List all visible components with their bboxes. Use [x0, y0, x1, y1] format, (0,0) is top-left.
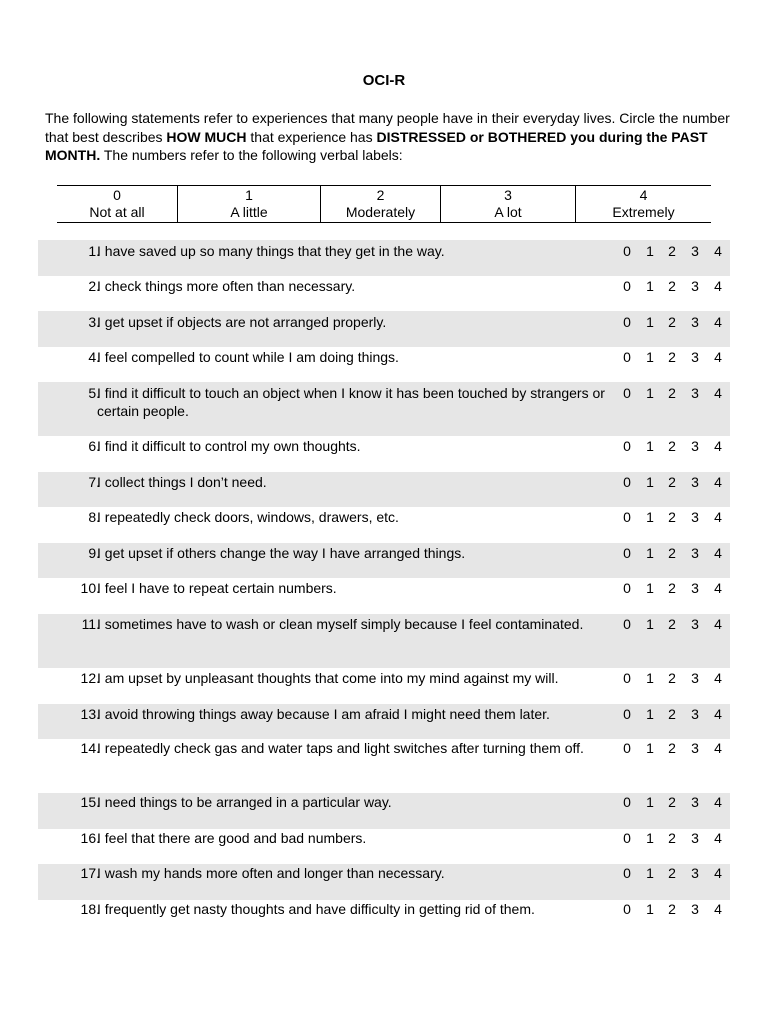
rating-option[interactable]: 2: [668, 438, 676, 454]
instructions-emphasis-1: HOW MUCH: [166, 128, 247, 145]
rating-option[interactable]: 4: [714, 314, 722, 330]
rating-option[interactable]: 2: [668, 830, 676, 846]
rating-option[interactable]: 1: [646, 349, 654, 365]
rating-option[interactable]: 4: [714, 243, 722, 259]
scale-value: 2: [376, 187, 385, 203]
item-number: 14.: [80, 740, 100, 756]
item-number: 15.: [80, 794, 100, 810]
rating-option[interactable]: 2: [668, 243, 676, 259]
scale-value: 0: [113, 187, 121, 203]
item-row: [38, 900, 730, 936]
item-text: I get upset if objects are not arranged properly.: [97, 314, 387, 330]
rating-option[interactable]: 1: [646, 509, 654, 525]
item-text: I avoid throwing things away because I am afraid I might need them later.: [97, 706, 550, 722]
item-text: I repeatedly check doors, windows, drawers, etc.: [97, 509, 399, 525]
item-row: [38, 704, 730, 739]
scale-label: Moderately: [345, 204, 416, 220]
rating-option[interactable]: 3: [691, 314, 699, 330]
rating-option[interactable]: 1: [646, 740, 654, 756]
instructions: [45, 109, 735, 165]
item-text: I collect things I don’t need.: [97, 474, 267, 490]
rating-option[interactable]: 2: [668, 545, 676, 561]
rating-option[interactable]: 3: [691, 278, 699, 294]
item-text: I have saved up so many things that they get in the way.: [97, 243, 445, 259]
item-number: 13.: [80, 706, 100, 722]
item-row: [38, 382, 730, 436]
rating-option[interactable]: 4: [714, 901, 722, 917]
rating-option[interactable]: 2: [668, 901, 676, 917]
rating-option[interactable]: 1: [646, 243, 654, 259]
rating-option[interactable]: 4: [714, 670, 722, 686]
rating-option[interactable]: 0: [623, 706, 631, 722]
item-number: 8.: [88, 509, 100, 525]
item-row: [38, 240, 730, 276]
item-row: [38, 311, 730, 347]
scale-column: [440, 186, 575, 222]
item-text: I feel compelled to count while I am doing things.: [97, 349, 399, 365]
rating-option[interactable]: 1: [646, 670, 654, 686]
rating-option[interactable]: 3: [691, 580, 699, 596]
rating-option[interactable]: 1: [646, 580, 654, 596]
rating-option[interactable]: 3: [691, 349, 699, 365]
rating-option[interactable]: 3: [691, 243, 699, 259]
instructions-text-1: The following statements refer to experiences that many people have in their everyday lives. Circle the number that best describes: [45, 110, 730, 145]
item-number: 5.: [88, 385, 100, 401]
rating-option[interactable]: 2: [668, 670, 676, 686]
rating-option[interactable]: 2: [668, 616, 676, 632]
item-number: 1.: [88, 243, 100, 259]
rating-option[interactable]: 0: [623, 670, 631, 686]
item-row: [38, 507, 730, 543]
rating-option[interactable]: 4: [714, 794, 722, 810]
rating-option[interactable]: 4: [714, 830, 722, 846]
item-row: [38, 472, 730, 507]
rating-option[interactable]: 4: [714, 474, 722, 490]
rating-option[interactable]: 3: [691, 474, 699, 490]
rating-option[interactable]: 1: [646, 278, 654, 294]
scale-column: [57, 186, 177, 222]
scale-label: A little: [230, 204, 268, 220]
rating-option[interactable]: 4: [714, 509, 722, 525]
rating-option[interactable]: 2: [668, 278, 676, 294]
rating-option[interactable]: 4: [714, 545, 722, 561]
rating-option[interactable]: 3: [691, 438, 699, 454]
rating-option[interactable]: 3: [691, 509, 699, 525]
scale-value: 3: [504, 187, 512, 203]
item-number: 10.: [80, 580, 100, 596]
rating-option[interactable]: 3: [691, 901, 699, 917]
rating-option[interactable]: 2: [668, 580, 676, 596]
rating-option[interactable]: 0: [623, 314, 631, 330]
item-row: [38, 276, 730, 311]
rating-option[interactable]: 0: [623, 616, 631, 632]
rating-option[interactable]: 2: [668, 794, 676, 810]
rating-option[interactable]: 0: [623, 865, 631, 881]
item-number: 4.: [88, 349, 100, 365]
rating-option[interactable]: 3: [691, 865, 699, 881]
rating-option[interactable]: 0: [623, 830, 631, 846]
rating-option[interactable]: 1: [646, 314, 654, 330]
rating-option[interactable]: 2: [668, 509, 676, 525]
item-text: I sometimes have to wash or clean myself simply because I feel contaminated.: [97, 616, 584, 632]
rating-option[interactable]: 1: [646, 794, 654, 810]
rating-option[interactable]: 3: [691, 616, 699, 632]
rating-option[interactable]: 1: [646, 830, 654, 846]
instructions-emphasis-2: DISTRESSED or BOTHERED you during the PAST MONTH.: [45, 128, 708, 163]
item-row: [38, 543, 730, 578]
rating-option[interactable]: 0: [623, 740, 631, 756]
scale-value: 1: [245, 187, 253, 203]
rating-option[interactable]: 4: [714, 865, 722, 881]
item-number: 2.: [88, 278, 100, 294]
scale-column: [575, 186, 711, 222]
rating-option[interactable]: 4: [714, 438, 722, 454]
item-text: I get upset if others change the way I have arranged things.: [97, 545, 466, 561]
rating-option[interactable]: 0: [623, 474, 631, 490]
rating-option[interactable]: 1: [646, 706, 654, 722]
rating-option[interactable]: 2: [668, 865, 676, 881]
item-row: [38, 739, 730, 793]
item-number: 9.: [88, 545, 100, 561]
rating-option[interactable]: 0: [623, 580, 631, 596]
item-number: 12.: [80, 670, 100, 686]
item-text: I frequently get nasty thoughts and have difficulty in getting rid of them.: [97, 901, 535, 917]
rating-option[interactable]: 3: [691, 385, 699, 401]
rating-option[interactable]: 3: [691, 740, 699, 756]
item-row: [38, 793, 730, 829]
item-text: I wash my hands more often and longer than necessary.: [97, 865, 445, 881]
rating-option[interactable]: 4: [714, 616, 722, 632]
rating-option[interactable]: 2: [668, 314, 676, 330]
item-number: 16.: [80, 830, 100, 846]
rating-option[interactable]: 0: [623, 545, 631, 561]
item-row: [38, 578, 730, 614]
instructions-text-2: that experience has: [246, 128, 377, 145]
rating-option[interactable]: 0: [623, 278, 631, 294]
rating-option[interactable]: 0: [623, 438, 631, 454]
item-row: [38, 668, 730, 704]
scale-column: [320, 186, 440, 222]
item-number: 11.: [81, 616, 100, 632]
rating-option[interactable]: 0: [623, 509, 631, 525]
rating-option[interactable]: 1: [646, 865, 654, 881]
rating-option[interactable]: 2: [668, 385, 676, 401]
item-number: 17.: [80, 865, 100, 881]
rating-option[interactable]: 0: [623, 901, 631, 917]
rating-option[interactable]: 3: [691, 670, 699, 686]
item-text: I find it difficult to touch an object when I know it has been touched by strangers or certain people.: [97, 385, 605, 419]
rating-option[interactable]: 4: [714, 349, 722, 365]
rating-option[interactable]: 1: [646, 438, 654, 454]
item-text: I repeatedly check gas and water taps and light switches after turning them off.: [97, 740, 584, 756]
scale-label: Extremely: [612, 204, 675, 220]
rating-option[interactable]: 2: [668, 706, 676, 722]
rating-option[interactable]: 0: [623, 794, 631, 810]
rating-option[interactable]: 4: [714, 580, 722, 596]
rating-option[interactable]: 2: [668, 349, 676, 365]
rating-option[interactable]: 0: [623, 349, 631, 365]
item-text: I need things to be arranged in a particular way.: [97, 794, 392, 810]
rating-option[interactable]: 3: [691, 706, 699, 722]
instructions-text-3: The numbers refer to the following verbal labels:: [100, 147, 403, 163]
rating-option[interactable]: 1: [646, 545, 654, 561]
item-number: 7.: [88, 474, 100, 490]
item-row: [38, 347, 730, 382]
item-number: 18.: [80, 901, 100, 917]
rating-option[interactable]: 4: [714, 740, 722, 756]
rating-option[interactable]: 3: [691, 794, 699, 810]
rating-option[interactable]: 4: [714, 278, 722, 294]
item-text: I feel I have to repeat certain numbers.: [97, 580, 337, 596]
item-text: I find it difficult to control my own thoughts.: [97, 438, 361, 454]
rating-option[interactable]: 1: [646, 385, 654, 401]
rating-option[interactable]: 0: [623, 385, 631, 401]
item-row: [38, 436, 730, 472]
item-row: [38, 614, 730, 668]
rating-option[interactable]: 1: [646, 616, 654, 632]
rating-option[interactable]: 2: [668, 740, 676, 756]
rating-option[interactable]: 3: [691, 830, 699, 846]
scale-column: [177, 186, 320, 222]
item-row: [38, 829, 730, 864]
rating-option[interactable]: 3: [691, 545, 699, 561]
rating-option[interactable]: 0: [623, 243, 631, 259]
item-text: I feel that there are good and bad numbers.: [97, 830, 367, 846]
rating-scale-legend: [57, 185, 711, 223]
item-row: [38, 864, 730, 900]
item-number: 6.: [88, 438, 100, 454]
rating-option[interactable]: 4: [714, 385, 722, 401]
page-title: OCI-R: [362, 72, 406, 89]
item-text: I am upset by unpleasant thoughts that come into my mind against my will.: [97, 670, 559, 686]
rating-option[interactable]: 1: [646, 901, 654, 917]
scale-value: 4: [639, 187, 648, 203]
scale-label: A lot: [494, 204, 522, 220]
item-text: I check things more often than necessary.: [97, 278, 356, 294]
item-number: 3.: [88, 314, 100, 330]
scale-label: Not at all: [89, 204, 145, 220]
rating-option[interactable]: 4: [714, 706, 722, 722]
rating-option[interactable]: 1: [646, 474, 654, 490]
rating-option[interactable]: 2: [668, 474, 676, 490]
